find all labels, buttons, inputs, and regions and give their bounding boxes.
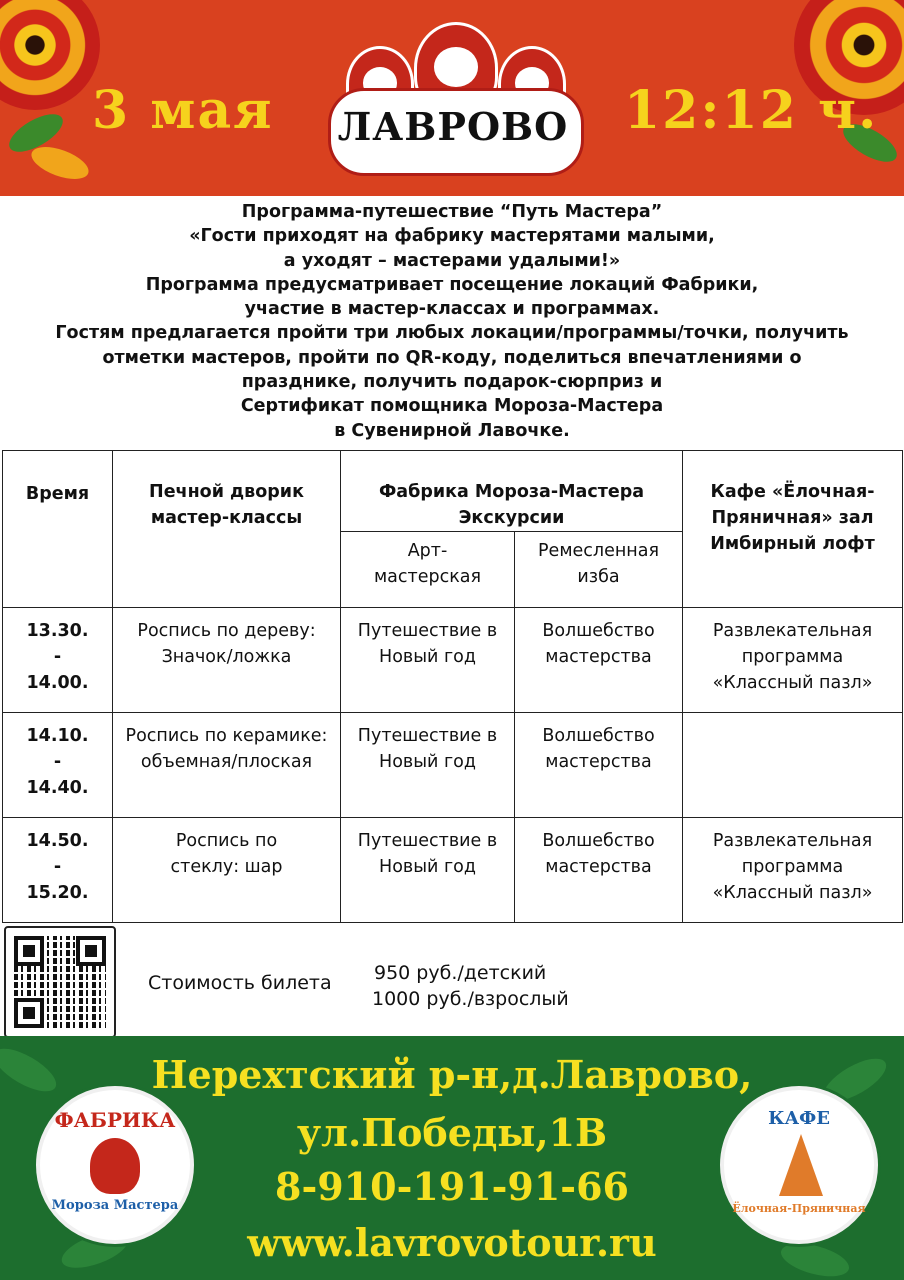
gingerbread-tree-icon xyxy=(779,1134,823,1196)
intro-line: Программа предусматривает посещение локаций Фабрики, xyxy=(145,274,759,295)
header-cafe: Кафе «Ёлочная-Пряничная» зал Имбирный лофт xyxy=(683,451,903,608)
price-adult: 1000 руб./взрослый xyxy=(372,988,569,1010)
lavrovo-logo xyxy=(328,18,578,178)
header-pechnoy: Печной дворик мастер-классы xyxy=(113,451,341,608)
price-label: Стоимость билета xyxy=(148,972,332,994)
table-row xyxy=(3,713,903,818)
row-pechnoy: Роспись по стеклу: шар xyxy=(113,818,341,923)
price-child: 950 руб./детский xyxy=(374,962,547,984)
phone-number[interactable]: 8-910-191-91-66 xyxy=(275,1164,629,1209)
row-time: 14.10. - 14.40. xyxy=(3,713,113,818)
row-art: Путешествие в Новый год xyxy=(341,608,515,713)
intro-line: Сертификат помощника Мороза-Мастера xyxy=(240,396,664,417)
intro-line: отметки мастеров, пройти по QR-коду, поделиться впечатлениями о xyxy=(102,347,802,368)
logo-text: ЛАВРОВО xyxy=(337,104,569,149)
row-pechnoy: Роспись по керамике: объемная/плоская xyxy=(113,713,341,818)
cafe-badge xyxy=(720,1086,878,1244)
row-time: 14.50. - 15.20. xyxy=(3,818,113,923)
address-line1: Нерехтский р-н,д.Лаврово, xyxy=(151,1052,753,1097)
qr-code[interactable] xyxy=(4,926,116,1038)
header-craft: Ремесленная изба xyxy=(515,532,683,608)
program-description xyxy=(0,200,904,443)
badge-left-bottom: Мороза Мастера xyxy=(51,1198,179,1213)
table-row xyxy=(3,818,903,923)
header-art: Арт-мастерская xyxy=(341,532,515,608)
intro-line: «Гости приходят на фабрику мастерятами малыми, xyxy=(189,226,715,247)
row-craft: Волшебство мастерства xyxy=(515,713,683,818)
intro-line: Программа-путешествие “Путь Мастера” xyxy=(241,202,663,222)
website-link[interactable]: www.lavrovotour.ru xyxy=(247,1220,657,1265)
row-pechnoy: Роспись по дереву: Значок/ложка xyxy=(113,608,341,713)
row-craft: Волшебство мастерства xyxy=(515,608,683,713)
row-art: Путешествие в Новый год xyxy=(341,818,515,923)
leaf-ornament xyxy=(27,141,92,186)
event-time: 12:12 ч. xyxy=(624,80,879,141)
row-craft: Волшебство мастерства xyxy=(515,818,683,923)
row-cafe xyxy=(683,713,903,818)
schedule-table xyxy=(2,450,903,923)
row-cafe: Развлекательная программа «Классный пазл» xyxy=(683,818,903,923)
badge-left-top: ФАБРИКА xyxy=(54,1108,176,1132)
intro-line: в Сувенирной Лавочке. xyxy=(334,420,570,441)
intro-line: участие в мастер-классах и программах. xyxy=(244,299,660,320)
table-row xyxy=(3,608,903,713)
flower-ornament-left xyxy=(0,0,100,110)
row-cafe: Развлекательная программа «Классный пазл» xyxy=(683,608,903,713)
event-date: 3 мая xyxy=(92,80,274,141)
header-banner xyxy=(0,0,904,196)
row-art: Путешествие в Новый год xyxy=(341,713,515,818)
santa-icon xyxy=(90,1138,140,1194)
badge-right-bottom: Ёлочная-Пряничная xyxy=(732,1202,866,1215)
factory-badge xyxy=(36,1086,194,1244)
intro-line: празднике, получить подарок-сюрприз и xyxy=(241,372,663,393)
address-line2: ул.Победы,1В xyxy=(296,1110,608,1155)
header-time: Время xyxy=(3,451,113,608)
intro-line: а уходят – мастерами удалыми!» xyxy=(283,250,621,271)
intro-line: Гостям предлагается пройти три любых локации/программы/точки, получить xyxy=(55,323,849,344)
row-time: 13.30. - 14.00. xyxy=(3,608,113,713)
header-factory: Фабрика Мороза-Мастера Экскурсии xyxy=(341,451,683,532)
badge-right-top: КАФЕ xyxy=(768,1108,830,1129)
